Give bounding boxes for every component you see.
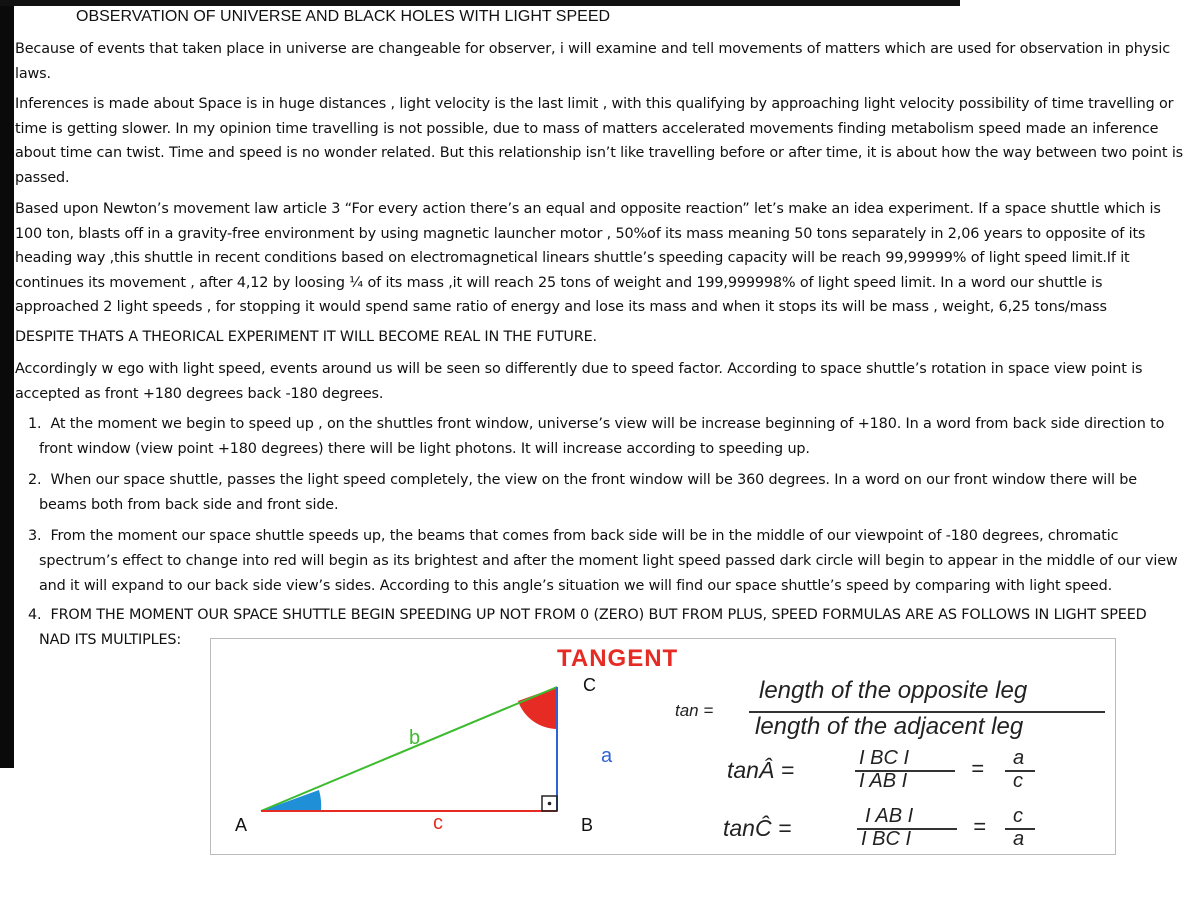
paragraph-theoretical-note: DESPITE THATS A THEORICAL EXPERIMENT IT WILL BECOME REAL IN THE FUTURE. [15,329,597,345]
side-c-label: c [433,812,443,834]
paragraph-inferences: Inferences is made about Space is in huge distances , light velocity is the last limit , with this qualifying by approaching light velocity possibility of time travelling or time is getting slower. In my opinion time travelling is not possible, due to mass of matters accelerated movements finding metabolism speed made an inference about time can twist. Time and speed is no wonder related. But this relationship isn’t like travelling before or after time, it is about how the way between two point is passed. [15,96,1184,186]
list-text: At the moment we begin to speed up , on the shuttles front window, universe’s view will be increase beginning of +180. In a word from back side direction to [50,416,1165,432]
paragraph-intro: Because of events that taken place in universe are changeable for observer, i will examine and tell movements of matters which are used for observation in physic laws. [15,41,1170,82]
tan-a-numerator: I BC I [859,747,910,769]
side-a-label: a [601,745,613,767]
paragraph-newton-experiment: Based upon Newton’s movement law article 3 “For every action there’s an equal and opposite reaction” let’s make an idea experiment. If a space shuttle which is 100 ton, blasts off in a gravity-free environment by using magnetic launcher motor , 50%of its mass meaning 50 tons separately in 2,06 years to opposite of its heading way ,this shuttle in recent conditions based on electromagnetical linears shuttle’s speeding capacity will be reach 99,99999% of light speed limit.If it continues its movement , after 4,12 by loosing ¼ of its mass ,it will reach 25 tons of weight and 199,999998% of light speed limit. In a word our shuttle is approached 2 light speeds , for stopping it would spend same ratio of energy and lose its mass and when it stops its will be mass , weight, 6,25 tons/mass [15,201,1161,315]
tan-a-label: tanÂ = [727,757,795,783]
formula-numerator: length of the opposite leg [759,677,1028,704]
list-continuation: beams both from back side and front side. [39,497,339,513]
angle-c-marker [518,687,557,729]
list-text: From the moment our space shuttle speeds up, the beams that comes from back side will be in the middle of our viewpoint of -180 degrees, chromatic [50,528,1119,544]
side-b-label: b [409,727,421,749]
vertex-b-label: B [581,815,594,835]
tan-c-denominator: I BC I [861,828,912,850]
list-continuation: spectrum’s effect to change into red will begin as its brightest and after the moment light speed passed dark circle will begin to appear in the middle of our view and it will expand to our back side view’s sides. According to this angle’s situation we will find our space shuttle’s speed by comparing with light speed. [39,553,1178,594]
list-number: 2. [28,472,42,488]
top-edge-bar [0,0,960,6]
list-item [28,412,1190,462]
tan-c-label: tanĈ = [723,815,792,841]
tan-a-equals: = [971,756,984,781]
list-item [28,524,1190,599]
list-text: When our space shuttle, passes the light speed completely, the view on the front window will be 360 degrees. In a word on our front window there will be [50,472,1137,488]
vertex-a-label: A [235,815,248,835]
tan-a-ratio-denominator: c [1013,770,1023,792]
paragraph-view-point: Accordingly w ego with light speed, events around us will be seen so differently due to speed factor. According to space shuttle’s rotation in space view point is accepted as front +180 degrees back -180 degrees. [15,361,1143,402]
list-number: 1. [28,416,42,432]
list-item [28,468,1190,518]
list-number: 4. [28,607,42,623]
diagram-heading: TANGENT [557,645,679,672]
tan-c-numerator: I AB I [865,805,914,827]
tan-c-equals: = [973,814,986,839]
document-title: OBSERVATION OF UNIVERSE AND BLACK HOLES WITH LIGHT SPEED [76,8,611,25]
list-number: 3. [28,528,42,544]
tan-label: tan = [675,701,714,720]
tangent-diagram [210,638,1116,855]
vertex-c-label: C [583,675,596,695]
tan-c-ratio-numerator: c [1013,805,1023,827]
list-continuation: NAD ITS MULTIPLES: [39,632,182,648]
left-edge-bar [0,6,14,768]
formula-denominator: length of the adjacent leg [755,713,1024,740]
list-text: FROM THE MOMENT OUR SPACE SHUTTLE BEGIN SPEEDING UP NOT FROM 0 (ZERO) BUT FROM PLUS, SPEED FORMULAS ARE AS FOLLOWS IN LIGHT SPEED [50,607,1147,623]
right-angle-dot [548,802,552,806]
tan-a-denominator: I AB I [859,770,908,792]
list-continuation: front window (view point +180 degrees) there will be light photons. It will increase according to speeding up. [39,441,810,457]
tan-a-ratio-numerator: a [1013,747,1025,769]
tan-c-ratio-denominator: a [1013,828,1025,850]
